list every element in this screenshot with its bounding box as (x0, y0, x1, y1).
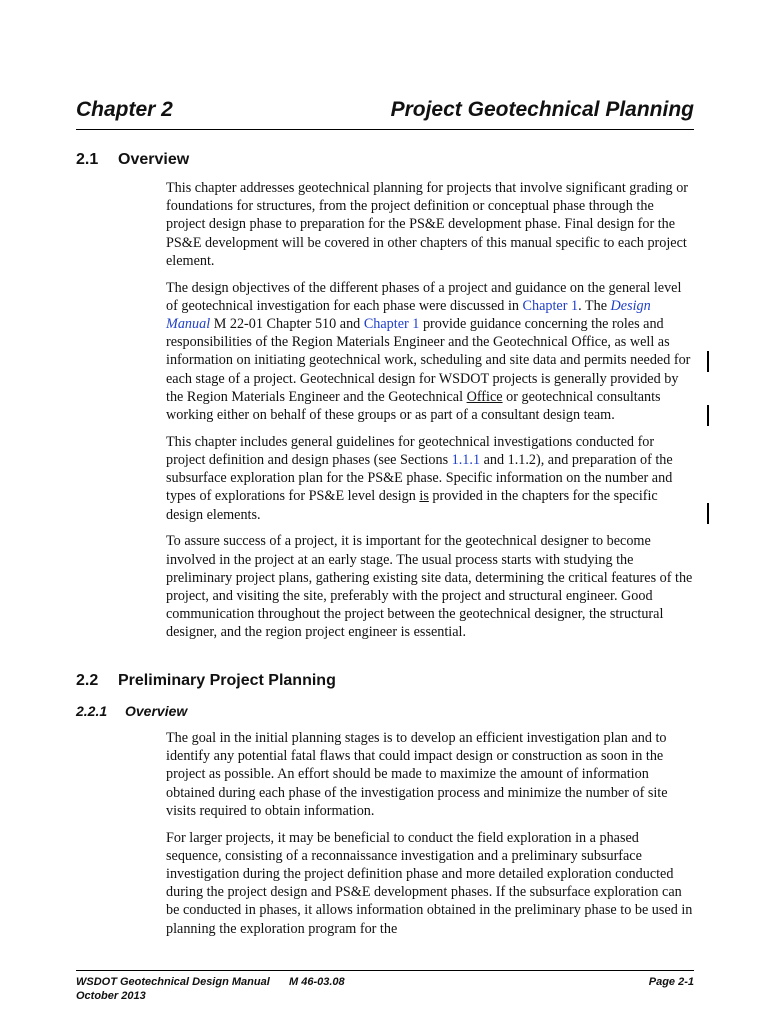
header-rule (76, 129, 694, 130)
chapter-1-link[interactable]: Chapter 1 (522, 297, 579, 314)
change-bar (707, 405, 709, 426)
footer-rule (76, 970, 694, 971)
footer-manual-title: WSDOT Geotechnical Design Manual (76, 976, 270, 988)
text-run: The design objectives of the different phases of a project and guidance on the general level of geotechnical investigation for each phase were discussed in (166, 279, 682, 314)
section-1-1-1-link[interactable]: 1.1.1 (451, 452, 481, 469)
text-run: or geotechnical consultants working either on behalf of these groups or as part of a consultant design team. (166, 388, 661, 424)
paragraph (166, 433, 694, 524)
chapter-number: Chapter 2 (76, 98, 173, 121)
text-run: . The (578, 297, 611, 314)
chapter-title: Project Geotechnical Planning (390, 98, 694, 121)
section-2-1-heading (76, 151, 189, 169)
text-run: provide guidance concerning the roles and responsibilities of the Region Materials Engineer and the Geotechnical Office, as well as information on initiating geotechnical work, scheduling and site data and permits needed for each stage of a project. Geotechnical design for WSDOT projects is generally provided by the Region Materials Engineer and the Geotechnical (166, 316, 691, 405)
paragraph: For larger projects, it may be beneficial to conduct the field exploration in a phased sequence, consisting of a reconnaissance investigation and a preliminary subsurface investigation during the project definition phase and more detailed exploration conducted during the project design and PS&E development phases. If the subsurface exploration can be conducted in phases, it allows information obtained in the preliminary phase to be used in planning the exploration program for the (166, 829, 693, 937)
footer-manual-number: M 46-03.08 (289, 976, 345, 988)
underlined-text: is (419, 488, 429, 505)
paragraph: This chapter addresses geotechnical planning for projects that involve significant grading or foundations for structures, from the project definition or conceptual phase through the project design phase to preparation for the PS&E development phase. Final design for the PS&E development will be covered in other chapters of this manual specific to each project element. (166, 180, 689, 269)
text-run: provided in the chapters for the specific design elements. (166, 488, 658, 523)
section-2-2-1-body (166, 729, 694, 946)
section-title: Preliminary Project Planning (118, 672, 336, 689)
section-number: 2.1 (76, 151, 99, 168)
paragraph (166, 279, 694, 425)
text-run: This chapter includes general guidelines for geotechnical investigations conducted for project definition and design phases (see Sections (166, 433, 655, 469)
footer-date: October 2013 (76, 990, 146, 1002)
design-manual-link[interactable]: Design Manual (166, 297, 651, 333)
text-run: M 22-01 Chapter 510 and (210, 316, 364, 333)
change-bar (707, 503, 709, 524)
chapter-1-link[interactable]: Chapter 1 (363, 316, 420, 333)
underlined-text: Office (466, 388, 503, 405)
section-number: 2.2.1 (76, 703, 108, 719)
text-run: and 1.1.2), and preparation of the subsurface exploration plan for the PS&E phase. Specific information on the number and types of explorations for PS&E level design (166, 452, 673, 505)
section-2-2-1-heading (76, 703, 187, 719)
section-title: Overview (118, 151, 190, 168)
paragraph: The goal in the initial planning stages is to develop an efficient investigation plan and to identify any potential fatal flaws that could impact design or construction as soon in the project as possible. An effort should be made to maximize the amount of information obtained during each phase of the investigation process and minimize the number of site visits required to obtain information. (166, 730, 668, 819)
section-title: Overview (125, 703, 188, 719)
section-2-2-heading (76, 672, 336, 690)
section-number: 2.2 (76, 672, 99, 689)
chapter-header (76, 98, 694, 126)
section-2-1-body (166, 179, 694, 650)
paragraph: To assure success of a project, it is important for the geotechnical designer to become involved in the project at an early stage. The usual process starts with studying the preliminary project plans, gathering existing site data, determining the critical features of the project, and visiting the site, preferably with the project and structural engineer. Good communication throughout the project between the geotechnical designer, the structural designer, and the region project engineer is essential. (166, 533, 693, 641)
footer-page-number: Page 2-1 (648, 976, 694, 988)
change-bar (707, 351, 709, 372)
